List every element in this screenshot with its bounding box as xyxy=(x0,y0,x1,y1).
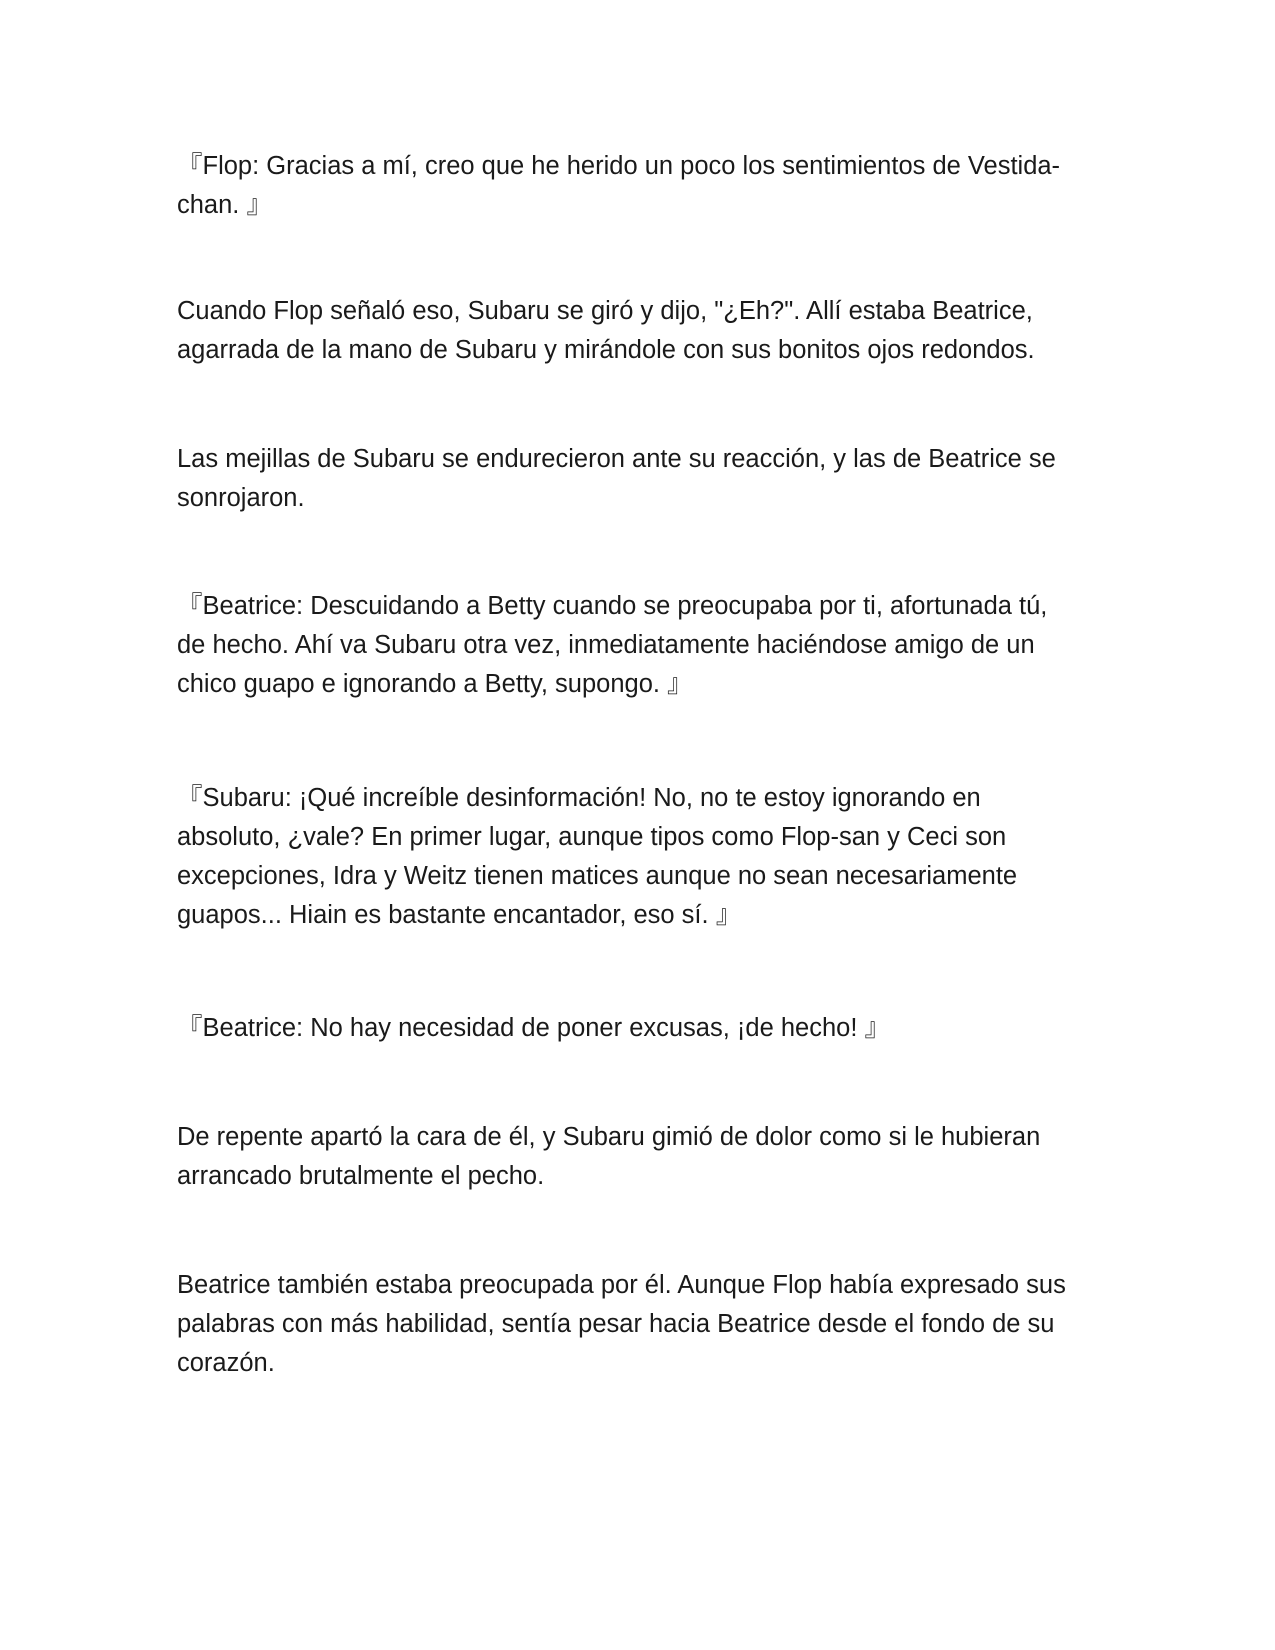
narration-paragraph: Beatrice también estaba preocupada por él. Aunque Flop había expresado sus palabras con más habilidad, sentía pesar hacia Beatrice desde el fondo de su corazón. xyxy=(177,1271,1066,1377)
dialogue-flop: 『Flop: Gracias a mí, creo que he herido un poco los sentimientos de Vestida- chan. 』 xyxy=(177,152,1061,219)
dialogue-subaru: 『Subaru: ¡Qué increíble desinformación! No, no te estoy ignorando en absoluto, ¿vale? En primer lugar, aunque tipos como Flop-san y Ceci son excepciones, Idra y Weitz tienen matices aunque no sean necesariamente guapos... Hiain es bastante encantador, eso sí. 』 xyxy=(177,784,1018,929)
dialogue-beatrice: 『Beatrice: Descuidando a Betty cuando se preocupaba por ti, afortunada tú, de hecho. Ahí va Subaru otra vez, inmediatamente haciéndose amigo de un chico guapo e ignorando a Betty, supongo. 』 xyxy=(177,592,1048,698)
dialogue-beatrice: 『Beatrice: No hay necesidad de poner excusas, ¡de hecho! 』 xyxy=(177,1014,890,1042)
narration-paragraph: Las mejillas de Subaru se endurecieron ante su reacción, y las de Beatrice se sonrojaron. xyxy=(177,445,1056,512)
narration-paragraph: Cuando Flop señaló eso, Subaru se giró y dijo, "¿Eh?". Allí estaba Beatrice, agarrada de la mano de Subaru y mirándole con sus bonitos ojos redondos. xyxy=(177,297,1035,364)
narration-paragraph: De repente apartó la cara de él, y Subaru gimió de dolor como si le hubieran arrancado brutalmente el pecho. xyxy=(177,1123,1041,1190)
